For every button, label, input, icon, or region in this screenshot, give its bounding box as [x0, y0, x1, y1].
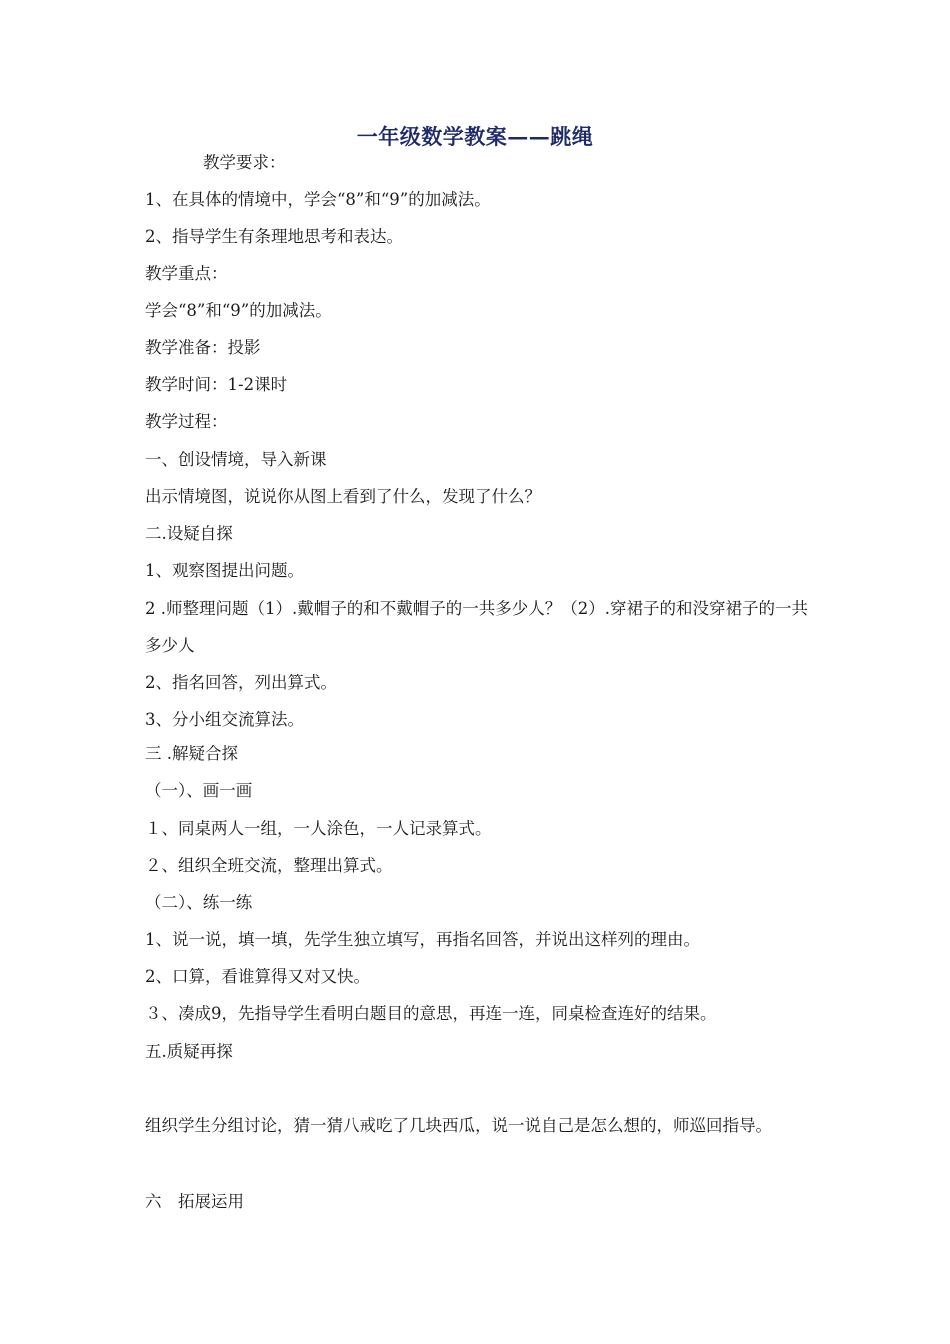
text-line: 3、分小组交流算法。 — [145, 710, 304, 729]
text-line: 2、口算，看谁算得又对又快。 — [145, 967, 370, 986]
text-line: 教学重点： — [145, 264, 228, 283]
text-line: 五.质疑再探 — [145, 1042, 233, 1061]
text-line: 学会“8”和“9”的加减法。 — [145, 301, 332, 320]
text-line: 1、在具体的情境中，学会“8”和“9”的加减法。 — [145, 190, 491, 209]
text-line: 出示情境图，说说你从图上看到了什么，发现了什么？ — [145, 487, 541, 506]
text-line: 二.设疑自探 — [145, 524, 233, 543]
text-line: 教学要求： — [203, 153, 286, 172]
text-line: 教学准备：投影 — [145, 338, 261, 357]
text-line: 教学过程： — [145, 412, 228, 431]
text-line: 教学时间：1-2课时 — [145, 375, 288, 394]
text-line: 一、创设情境，导入新课 — [145, 450, 327, 469]
text-line: 1、观察图提出问题。 — [145, 561, 304, 580]
text-line: ３、凑成9，先指导学生看明白题目的意思，再连一连，同桌检查连好的结果。 — [145, 1004, 717, 1023]
text-paragraph: 2 .师整理问题（1）.戴帽子的和不戴帽子的一共多少人？（2）.穿裙子的和没穿裙子的一共多少人 — [145, 599, 808, 655]
text-line: ２、组织全班交流，整理出算式。 — [145, 856, 393, 875]
text-line: 2、指导学生有条理地思考和表达。 — [145, 227, 403, 246]
text-line: （二）、练一练 — [145, 893, 253, 912]
text-line: 六 拓展运用 — [145, 1192, 244, 1211]
text-line: １、同桌两人一组，一人涂色，一人记录算式。 — [145, 819, 492, 838]
text-line: 1、说一说，填一填，先学生独立填写，再指名回答，并说出这样列的理由。 — [145, 930, 700, 949]
document-title: 一年级数学教案——跳绳 — [356, 124, 594, 149]
text-line: 三 .解疑合探 — [145, 744, 238, 763]
text-line: （一）、画一画 — [145, 781, 253, 800]
text-paragraph: 组织学生分组讨论，猜一猜八戒吃了几块西瓜，说一说自己是怎么想的，师巡回指导。 — [145, 1116, 772, 1135]
text-line: 2、指名回答，列出算式。 — [145, 673, 337, 692]
